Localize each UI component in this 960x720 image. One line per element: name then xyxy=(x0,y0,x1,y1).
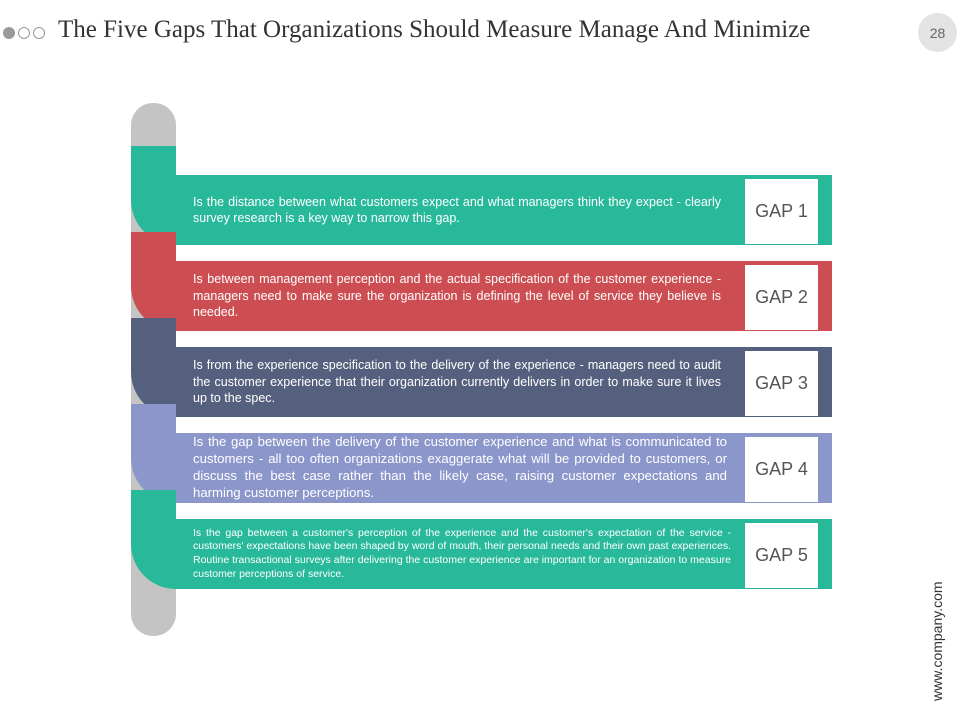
gap-description: Is the gap between a customer's perception of the experience and the customer's expectation of the service - customers' expectations have been shaped by word of mouth, their personal needs and their own past experiences. Routine transactional surveys after delivering the customer experience are important for an organization to measure customer perceptions of service. xyxy=(193,526,731,580)
slide-header xyxy=(0,0,960,70)
gap-label-box: GAP 1 xyxy=(745,179,818,244)
gap-label-box: GAP 3 xyxy=(745,351,818,416)
gap-band-4 xyxy=(175,433,832,503)
slide-dots-icon xyxy=(3,27,45,39)
gap-band-2 xyxy=(175,261,832,331)
gap-band-5 xyxy=(175,519,832,589)
gap-description: Is from the experience specification to the delivery of the experience - managers need to audit the customer experience that their organization currently delivers in order to make sure it lives up to the spec. xyxy=(193,358,721,406)
footer-url xyxy=(929,565,945,701)
gap-description: Is between management perception and the actual specification of the customer experience - managers need to make sure the organization is defining the level of service they believe is needed. xyxy=(193,272,721,320)
gap-band-1 xyxy=(175,175,832,245)
gap-description: Is the distance between what customers expect and what managers think they expect - clearly survey research is a key way to narrow this gap. xyxy=(193,194,721,225)
gap-label-box: GAP 2 xyxy=(745,265,818,330)
page-title: The Five Gaps That Organizations Should Measure Manage And Minimize xyxy=(58,16,811,43)
company-url: www.company.com xyxy=(929,581,945,701)
gap-band-3 xyxy=(175,347,832,417)
gap-description: Is the gap between the delivery of the customer experience and what is communicated to customers - all too often organizations exaggerate what will be provided to customers, or discuss the best case rather than the likely case, raising customer expectations and harming customer perceptions. xyxy=(193,434,727,500)
gap-label-box: GAP 4 xyxy=(745,437,818,502)
page-number-badge: 28 xyxy=(918,13,957,52)
gap-label-box: GAP 5 xyxy=(745,523,818,588)
